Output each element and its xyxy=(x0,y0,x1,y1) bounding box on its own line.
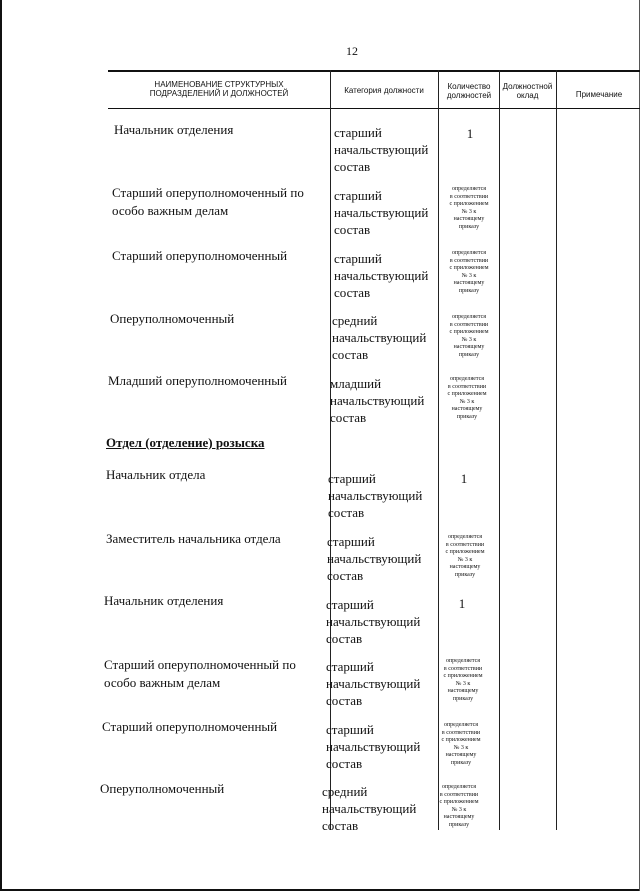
position-name: Оперуполномоченный xyxy=(100,781,225,796)
position-category: старший начальствующий состав xyxy=(327,534,422,583)
position-category: средний начальствующий состав xyxy=(322,784,417,833)
position-name: Старший оперуполномоченный xyxy=(112,248,288,263)
position-name: Старший оперуполномоченный по особо важным делам xyxy=(104,657,296,690)
column-divider xyxy=(438,70,439,830)
position-name: Начальник отделения xyxy=(114,122,234,137)
position-quantity: 1 xyxy=(458,596,466,611)
position-name: Старший оперуполномоченный xyxy=(102,719,278,734)
position-category: старший начальствующий состав xyxy=(334,188,429,237)
position-name: Младший оперуполномоченный xyxy=(108,373,287,388)
position-category: старший начальствующий состав xyxy=(326,722,421,771)
table-top-rule xyxy=(108,70,640,72)
position-quantity: 1 xyxy=(460,471,468,486)
page-number: 12 xyxy=(346,44,358,58)
position-quantity: определяется в соответствии с приложением № 3 к настоящему приказу xyxy=(449,186,489,230)
position-quantity: определяется в соответствии с приложением № 3 к настоящему приказу xyxy=(449,250,489,294)
scan-border-left xyxy=(0,0,2,891)
table-header-rule xyxy=(108,108,640,109)
position-name: Оперуполномоченный xyxy=(110,311,235,326)
header-name: НАИМЕНОВАНИЕ СТРУКТУРНЫХ ПОДРАЗДЕЛЕНИЙ И ДОЛЖНОСТЕЙ xyxy=(149,80,289,98)
column-divider xyxy=(556,70,557,830)
header-salary: Должностной оклад xyxy=(502,82,553,100)
position-category: старший начальствующий состав xyxy=(326,597,421,646)
position-quantity: определяется в соответствии с приложением № 3 к настоящему приказу xyxy=(443,658,483,702)
position-quantity: 1 xyxy=(466,126,474,141)
header-quantity: Количество должностей xyxy=(446,82,492,100)
position-name: Старший оперуполномоченный по особо важным делам xyxy=(112,185,304,218)
position-category: старший начальствующий состав xyxy=(328,471,423,520)
position-quantity: определяется в соответствии с приложением № 3 к настоящему приказу xyxy=(449,314,489,358)
position-category: средний начальствующий состав xyxy=(332,313,427,362)
position-category: старший начальствующий состав xyxy=(326,659,421,708)
column-divider xyxy=(330,70,331,830)
position-category: старший начальствующий состав xyxy=(334,125,429,174)
position-name: Начальник отделения xyxy=(104,593,224,608)
position-quantity: определяется в соответствии с приложением № 3 к настоящему приказу xyxy=(447,376,487,420)
position-quantity: определяется в соответствии с приложением № 3 к настоящему приказу xyxy=(445,534,485,578)
header-note: Примечание xyxy=(575,90,623,99)
header-category: Категория должности xyxy=(344,86,424,95)
position-category: старший начальствующий состав xyxy=(334,251,429,300)
position-name: Начальник отдела xyxy=(106,467,206,482)
position-category: младший начальствующий состав xyxy=(330,376,425,425)
position-quantity: определяется в соответствии с приложением № 3 к настоящему приказу xyxy=(441,722,481,766)
position-quantity: определяется в соответствии с приложением № 3 к настоящему приказу xyxy=(439,784,479,828)
column-divider xyxy=(499,70,500,830)
section-heading: Отдел (отделение) розыска xyxy=(106,435,265,450)
position-name: Заместитель начальника отдела xyxy=(106,531,281,546)
